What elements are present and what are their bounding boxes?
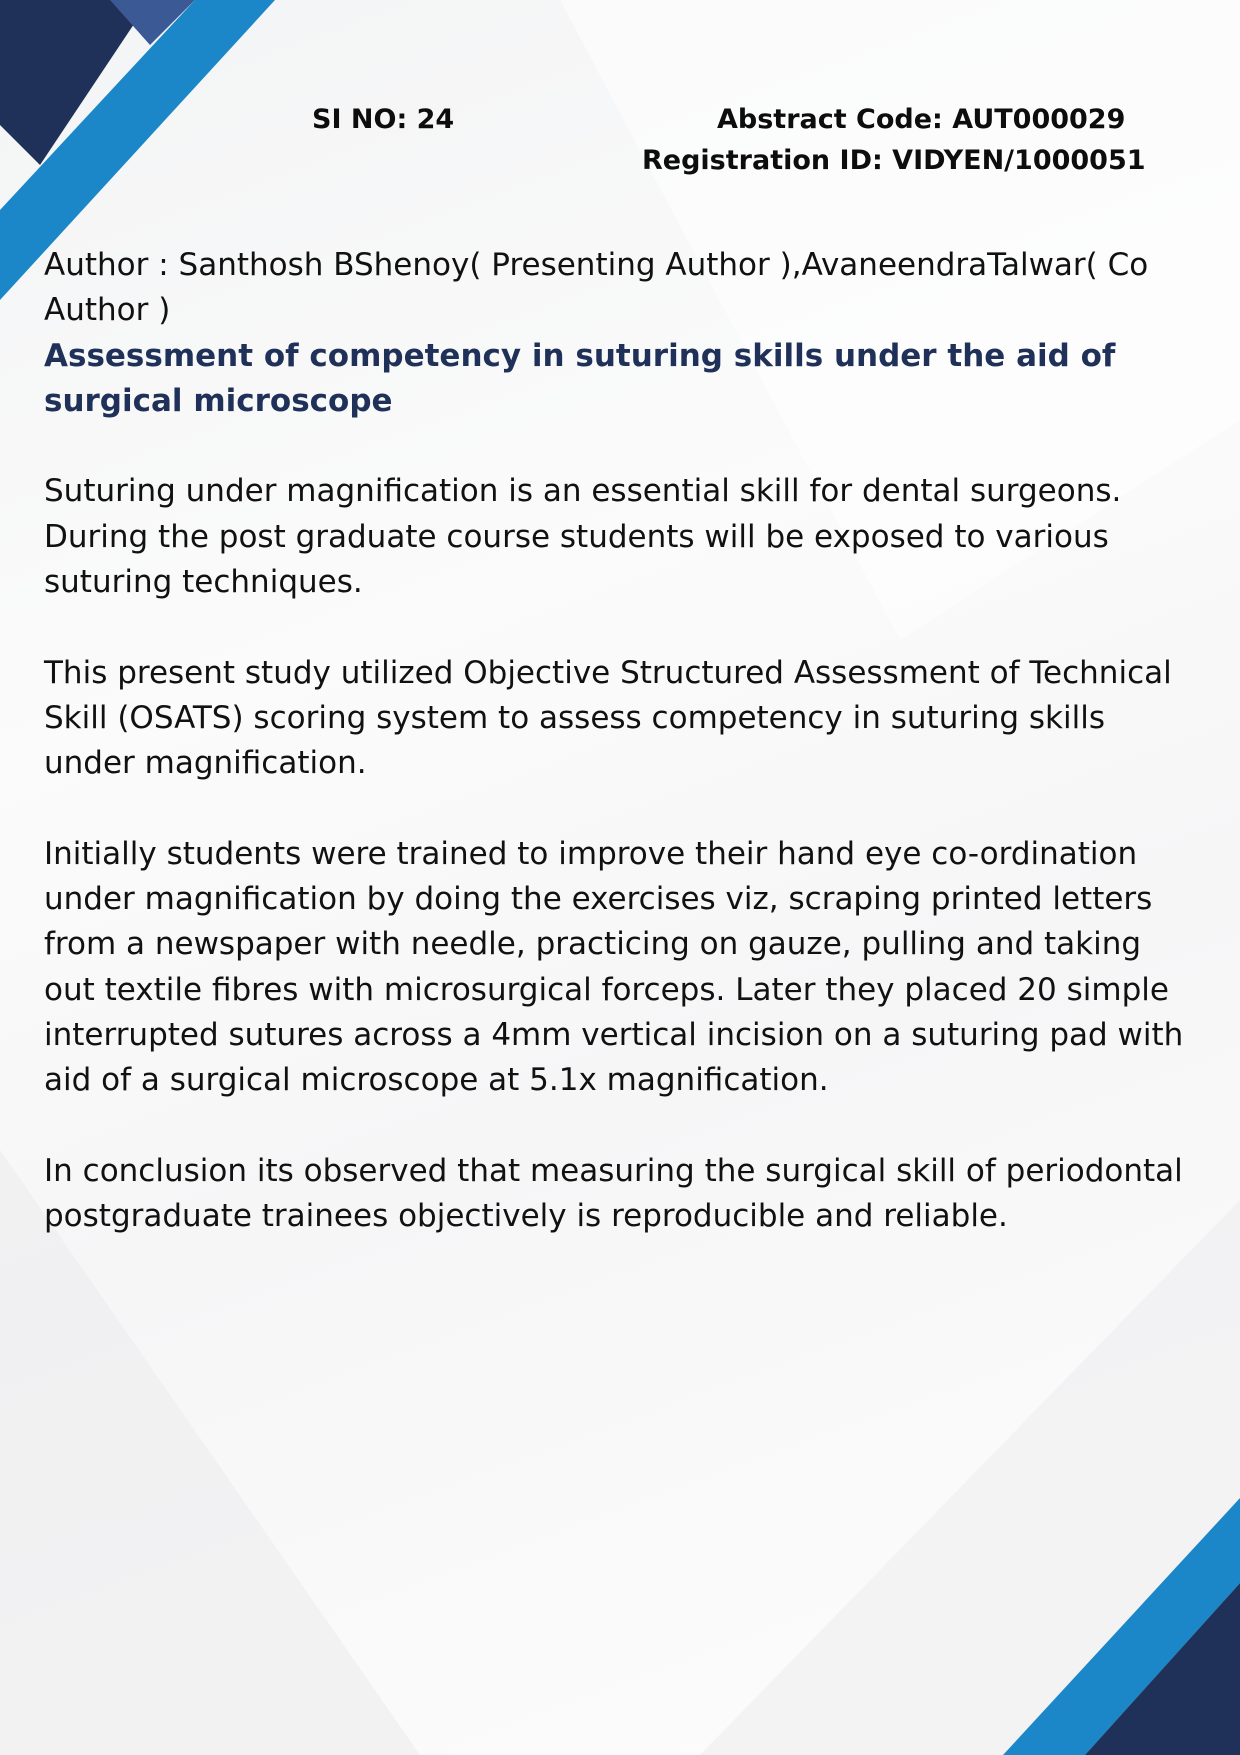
serial-number: SI NO: 24 <box>312 104 455 135</box>
author-line: Author : Santhosh BShenoy( Presenting Author ),AvaneendraTalwar( Co Author ) <box>44 247 1149 329</box>
abstract-code: Abstract Code: AUT000029 <box>717 104 1126 135</box>
paragraph-1: Suturing under magnification is an essential skill for dental surgeons. During the post graduate course students will be exposed to various suturing techniques. <box>44 473 1122 601</box>
registration-id: Registration ID: VIDYEN/1000051 <box>642 145 1146 176</box>
paragraph-3: Initially students were trained to improve their hand eye co-ordination under magnification by doing the exercises viz, scraping printed letters from a newspaper with needle, practicing on gauze, pulling and taking out textile fibres with microsurgical forceps. Later they placed 20 simple interrupted sutures across a 4mm vertical incision on a suturing pad with aid of a surgical microscope at 5.1x magnification. <box>44 835 1184 1099</box>
abstract-title: Assessment of competency in suturing skills under the aid of surgical microscope <box>44 337 1116 419</box>
abstract-body <box>44 243 1194 1240</box>
paragraph-4: In conclusion its observed that measuring the surgical skill of periodontal postgraduate trainees objectively is reproducible and reliable. <box>44 1152 1183 1235</box>
paragraph-2: This present study utilized Objective Structured Assessment of Technical Skill (OSATS) scoring system to assess competency in suturing skills under magnification. <box>44 654 1172 782</box>
